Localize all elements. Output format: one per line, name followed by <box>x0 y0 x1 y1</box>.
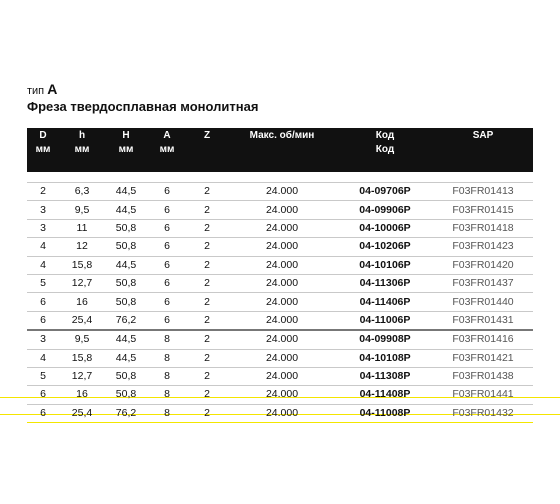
table-row <box>27 201 533 219</box>
cell-code: 04-11006P <box>337 311 433 330</box>
cell-max-rpm: 24.000 <box>227 293 337 311</box>
column-header-d: D мм <box>35 130 51 155</box>
cell-d: 3 <box>27 330 59 349</box>
cell-a: 6 <box>147 201 187 219</box>
column-header-h-small: h мм <box>74 130 90 155</box>
cell-a: 8 <box>147 330 187 349</box>
cell-d: 4 <box>27 256 59 274</box>
column-header-max-rpm: Макс. об/мин <box>249 130 315 141</box>
cell-sap: F03FR01415 <box>433 201 533 219</box>
cell-z: 2 <box>187 256 227 274</box>
cell-z: 2 <box>187 404 227 422</box>
cell-h-large: 50,8 <box>105 219 147 237</box>
cell-d: 2 <box>27 183 59 201</box>
cell-max-rpm: 24.000 <box>227 386 337 404</box>
cell-d: 3 <box>27 201 59 219</box>
cell-h-large: 44,5 <box>105 349 147 367</box>
table-row <box>27 238 533 256</box>
cell-z: 2 <box>187 311 227 330</box>
column-header-a: A мм <box>159 130 175 155</box>
cell-d: 6 <box>27 311 59 330</box>
cell-code: 04-11306P <box>337 274 433 292</box>
cell-h-small: 16 <box>59 386 105 404</box>
cell-sap: F03FR01416 <box>433 330 533 349</box>
cell-max-rpm: 24.000 <box>227 330 337 349</box>
cell-sap: F03FR01438 <box>433 367 533 385</box>
cell-h-large: 44,5 <box>105 201 147 219</box>
cell-code: 04-09906P <box>337 201 433 219</box>
cell-max-rpm: 24.000 <box>227 201 337 219</box>
cell-max-rpm: 24.000 <box>227 311 337 330</box>
cell-h-small: 15,8 <box>59 349 105 367</box>
cell-sap: F03FR01437 <box>433 274 533 292</box>
table-row <box>27 219 533 237</box>
column-header-h-large: H мм <box>118 130 134 155</box>
table-header-row <box>27 128 533 172</box>
column-header-z: Z <box>203 130 211 141</box>
table-row <box>27 386 533 404</box>
cell-z: 2 <box>187 386 227 404</box>
table-row <box>27 183 533 201</box>
cell-z: 2 <box>187 219 227 237</box>
cell-d: 3 <box>27 219 59 237</box>
spec-table <box>27 128 533 423</box>
page-title: Фреза твердосплавная монолитная <box>27 99 259 114</box>
column-header-sap: SAP <box>472 130 494 141</box>
cell-sap: F03FR01432 <box>433 404 533 422</box>
cell-h-large: 50,8 <box>105 293 147 311</box>
cell-z: 2 <box>187 349 227 367</box>
cell-max-rpm: 24.000 <box>227 349 337 367</box>
cell-z: 2 <box>187 330 227 349</box>
cell-a: 8 <box>147 367 187 385</box>
cell-h-small: 12,7 <box>59 274 105 292</box>
cell-sap: F03FR01413 <box>433 183 533 201</box>
cell-h-large: 50,8 <box>105 386 147 404</box>
cell-a: 6 <box>147 183 187 201</box>
cell-sap: F03FR01440 <box>433 293 533 311</box>
cell-code: 04-10206P <box>337 238 433 256</box>
cell-a: 6 <box>147 238 187 256</box>
table-row <box>27 330 533 349</box>
cell-sap: F03FR01418 <box>433 219 533 237</box>
cell-h-small: 15,8 <box>59 256 105 274</box>
cell-d: 4 <box>27 349 59 367</box>
column-header-code: Код Код <box>375 130 395 155</box>
cell-sap: F03FR01423 <box>433 238 533 256</box>
cell-max-rpm: 24.000 <box>227 367 337 385</box>
type-label <box>27 82 57 98</box>
table-row <box>27 349 533 367</box>
cell-a: 8 <box>147 349 187 367</box>
cell-h-large: 76,2 <box>105 404 147 422</box>
cell-code: 04-11408P <box>337 386 433 404</box>
cell-a: 6 <box>147 219 187 237</box>
table-body <box>27 172 533 423</box>
cell-h-small: 16 <box>59 293 105 311</box>
cell-max-rpm: 24.000 <box>227 238 337 256</box>
cell-max-rpm: 24.000 <box>227 219 337 237</box>
table-row <box>27 274 533 292</box>
cell-h-small: 9,5 <box>59 201 105 219</box>
cell-z: 2 <box>187 201 227 219</box>
cell-a: 6 <box>147 274 187 292</box>
cell-d: 5 <box>27 274 59 292</box>
cell-code: 04-10006P <box>337 219 433 237</box>
cell-h-large: 76,2 <box>105 311 147 330</box>
cell-max-rpm: 24.000 <box>227 183 337 201</box>
cell-code: 04-11308P <box>337 367 433 385</box>
cell-code: 04-11406P <box>337 293 433 311</box>
cell-a: 6 <box>147 311 187 330</box>
cell-h-large: 44,5 <box>105 183 147 201</box>
cell-code: 04-09706P <box>337 183 433 201</box>
cell-sap: F03FR01420 <box>433 256 533 274</box>
cell-a: 8 <box>147 386 187 404</box>
cell-h-small: 25,4 <box>59 311 105 330</box>
table-spacer-row <box>27 172 533 183</box>
cell-d: 6 <box>27 404 59 422</box>
cell-sap: F03FR01431 <box>433 311 533 330</box>
type-letter: A <box>47 81 58 97</box>
cell-z: 2 <box>187 183 227 201</box>
cell-z: 2 <box>187 293 227 311</box>
cell-max-rpm: 24.000 <box>227 256 337 274</box>
cell-sap: F03FR01441 <box>433 386 533 404</box>
table-row <box>27 367 533 385</box>
cell-h-large: 50,8 <box>105 367 147 385</box>
cell-a: 6 <box>147 293 187 311</box>
table-row <box>27 311 533 330</box>
cell-h-small: 12 <box>59 238 105 256</box>
cell-code: 04-09908P <box>337 330 433 349</box>
cell-h-small: 12,7 <box>59 367 105 385</box>
cell-h-large: 50,8 <box>105 238 147 256</box>
cell-d: 6 <box>27 293 59 311</box>
table-row <box>27 256 533 274</box>
cell-z: 2 <box>187 238 227 256</box>
cell-code: 04-10106P <box>337 256 433 274</box>
cell-h-large: 44,5 <box>105 330 147 349</box>
cell-code: 04-11008P <box>337 404 433 422</box>
cell-z: 2 <box>187 367 227 385</box>
cell-a: 8 <box>147 404 187 422</box>
cell-sap: F03FR01421 <box>433 349 533 367</box>
cell-h-small: 25,4 <box>59 404 105 422</box>
cell-d: 4 <box>27 238 59 256</box>
cell-code: 04-10108P <box>337 349 433 367</box>
cell-d: 5 <box>27 367 59 385</box>
cell-d: 6 <box>27 386 59 404</box>
cell-h-small: 11 <box>59 219 105 237</box>
cell-max-rpm: 24.000 <box>227 404 337 422</box>
table-row <box>27 293 533 311</box>
cell-h-small: 9,5 <box>59 330 105 349</box>
cell-h-small: 6,3 <box>59 183 105 201</box>
cell-z: 2 <box>187 274 227 292</box>
cell-h-large: 44,5 <box>105 256 147 274</box>
type-prefix: тип <box>27 85 45 97</box>
cell-a: 6 <box>147 256 187 274</box>
cell-max-rpm: 24.000 <box>227 274 337 292</box>
table-row <box>27 404 533 422</box>
cell-h-large: 50,8 <box>105 274 147 292</box>
